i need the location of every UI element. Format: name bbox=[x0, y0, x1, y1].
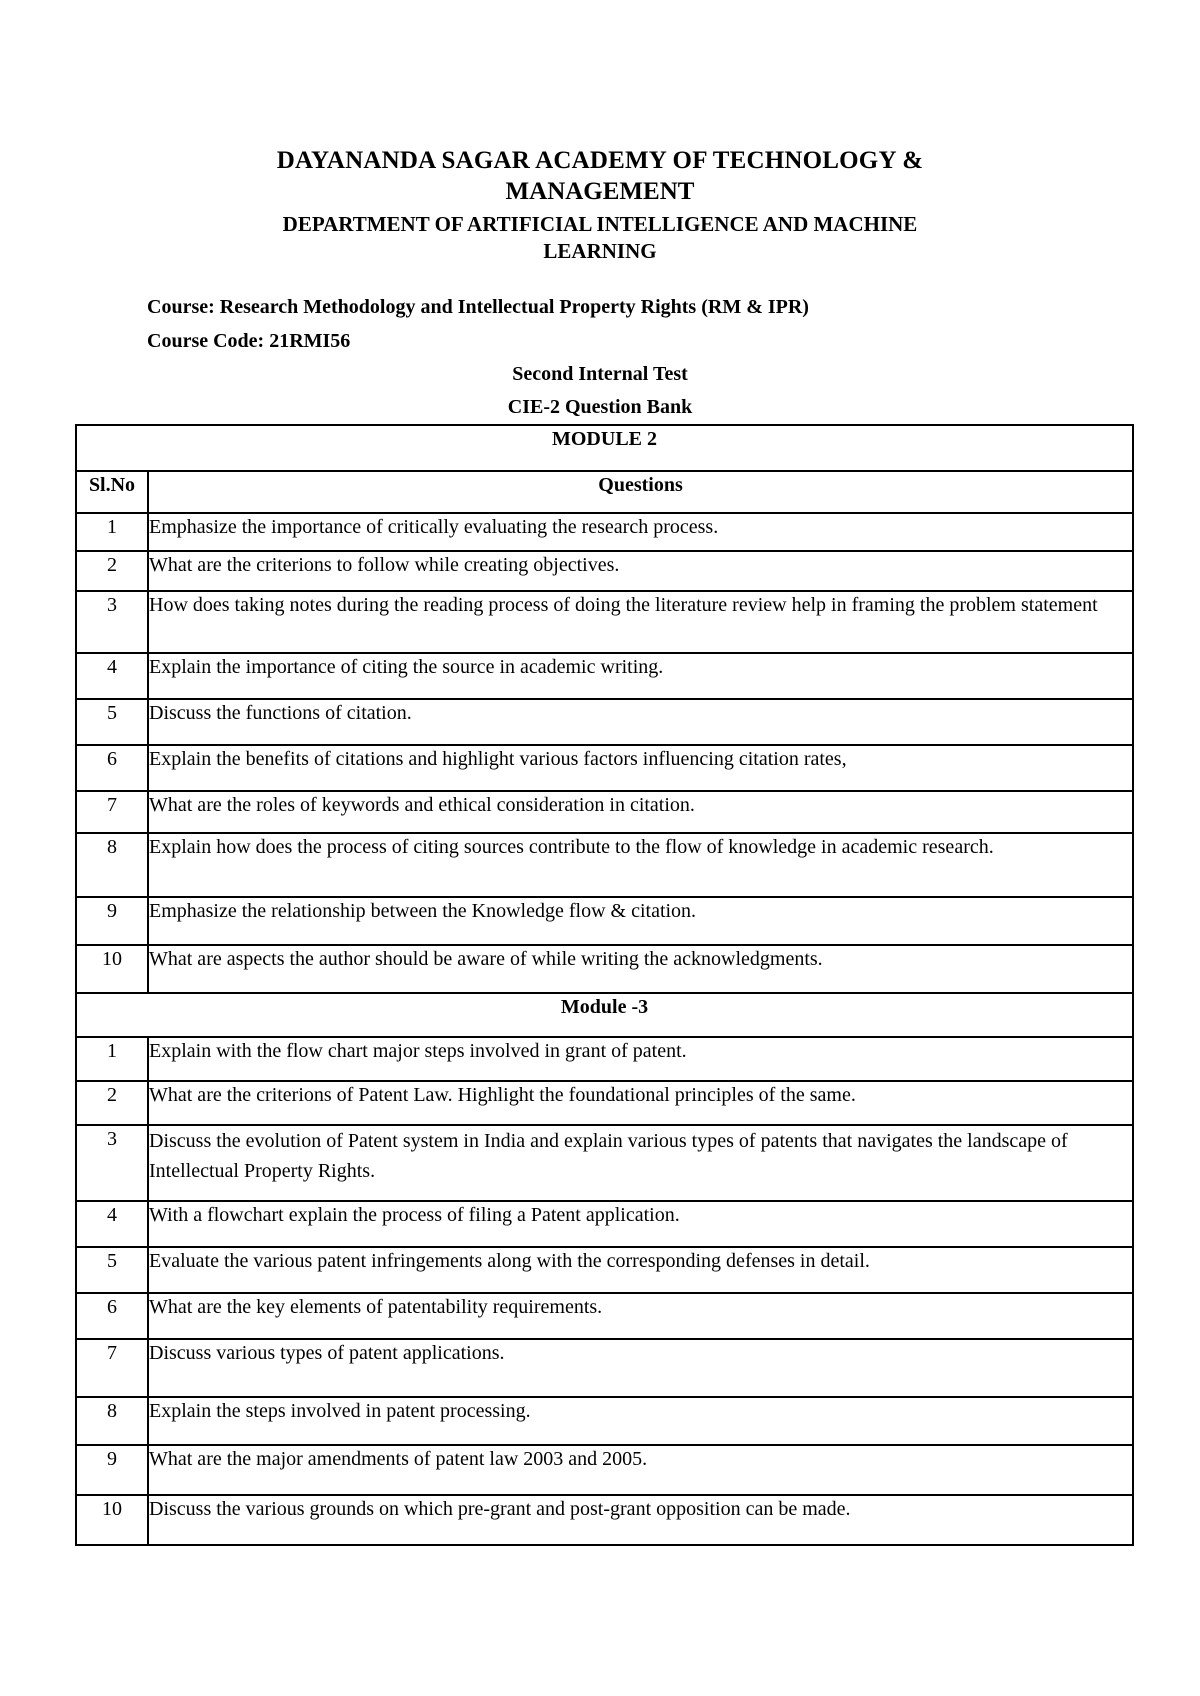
question-text: What are the criterions of Patent Law. Highlight the foundational principles of the same. bbox=[148, 1081, 1133, 1125]
question-text: With a flowchart explain the process of filing a Patent application. bbox=[148, 1201, 1133, 1247]
module-2-header-row bbox=[76, 425, 1133, 471]
question-number: 4 bbox=[76, 653, 148, 699]
question-number: 3 bbox=[76, 1125, 148, 1201]
question-number: 4 bbox=[76, 1201, 148, 1247]
table-row bbox=[76, 833, 1133, 897]
table-row bbox=[76, 1037, 1133, 1081]
table-row bbox=[76, 1125, 1133, 1201]
table-row bbox=[76, 1495, 1133, 1545]
table-row bbox=[76, 1247, 1133, 1293]
question-number: 9 bbox=[76, 897, 148, 945]
department-name-line2: LEARNING bbox=[543, 239, 657, 263]
table-row bbox=[76, 653, 1133, 699]
question-number: 7 bbox=[76, 791, 148, 833]
question-number: 7 bbox=[76, 1339, 148, 1397]
question-number: 9 bbox=[76, 1445, 148, 1495]
question-text: Discuss the evolution of Patent system in India and explain various types of patents that navigates the landscape of Intellectual Property Rights. bbox=[148, 1125, 1133, 1201]
table-row bbox=[76, 1201, 1133, 1247]
question-text: Evaluate the various patent infringements along with the corresponding defenses in detail. bbox=[148, 1247, 1133, 1293]
institution-name-line2: MANAGEMENT bbox=[505, 178, 695, 205]
question-number: 6 bbox=[76, 745, 148, 791]
table-row bbox=[76, 1445, 1133, 1495]
table-row bbox=[76, 897, 1133, 945]
table-row bbox=[76, 551, 1133, 591]
question-text: What are the criterions to follow while creating objectives. bbox=[148, 551, 1133, 591]
column-header-questions: Questions bbox=[148, 471, 1133, 513]
question-number: 1 bbox=[76, 513, 148, 551]
question-number: 3 bbox=[76, 591, 148, 653]
question-number: 1 bbox=[76, 1037, 148, 1081]
question-text: Explain the benefits of citations and highlight various factors influencing citation rates, bbox=[148, 745, 1133, 791]
question-number: 10 bbox=[76, 1495, 148, 1545]
question-number: 10 bbox=[76, 945, 148, 993]
question-text: Emphasize the relationship between the Knowledge flow & citation. bbox=[148, 897, 1133, 945]
table-row bbox=[76, 1293, 1133, 1339]
question-number: 8 bbox=[76, 1397, 148, 1445]
question-number: 5 bbox=[76, 1247, 148, 1293]
question-text: Emphasize the importance of critically evaluating the research process. bbox=[148, 513, 1133, 551]
column-header-slno: Sl.No bbox=[76, 471, 148, 513]
table-row bbox=[76, 1397, 1133, 1445]
table-row bbox=[76, 791, 1133, 833]
question-text: What are aspects the author should be aware of while writing the acknowledgments. bbox=[148, 945, 1133, 993]
question-bank-title: CIE-2 Question Bank bbox=[507, 396, 693, 418]
table-row bbox=[76, 945, 1133, 993]
table-row bbox=[76, 591, 1133, 653]
question-number: 5 bbox=[76, 699, 148, 745]
table-row bbox=[76, 745, 1133, 791]
module-title: Module -3 bbox=[76, 993, 1133, 1037]
course-code: Course Code: 21RMI56 bbox=[147, 330, 351, 352]
institution-name-line1: DAYANANDA SAGAR ACADEMY OF TECHNOLOGY & bbox=[276, 147, 924, 174]
question-number: 2 bbox=[76, 1081, 148, 1125]
table-row bbox=[76, 1081, 1133, 1125]
question-text: Explain with the flow chart major steps involved in grant of patent. bbox=[148, 1037, 1133, 1081]
table-row bbox=[76, 699, 1133, 745]
question-bank-table bbox=[75, 424, 1134, 1546]
question-number: 2 bbox=[76, 551, 148, 591]
course-title: Course: Research Methodology and Intellectual Property Rights (RM & IPR) bbox=[147, 296, 809, 318]
question-text: Explain the steps involved in patent processing. bbox=[148, 1397, 1133, 1445]
module-title: MODULE 2 bbox=[76, 425, 1133, 471]
module-3-header-row bbox=[76, 993, 1133, 1037]
question-text: What are the roles of keywords and ethical consideration in citation. bbox=[148, 791, 1133, 833]
table-row bbox=[76, 1339, 1133, 1397]
question-text: Explain how does the process of citing sources contribute to the flow of knowledge in academic research. bbox=[148, 833, 1133, 897]
table-row bbox=[76, 513, 1133, 551]
question-text: Discuss the various grounds on which pre-grant and post-grant opposition can be made. bbox=[148, 1495, 1133, 1545]
column-header-row bbox=[76, 471, 1133, 513]
question-number: 8 bbox=[76, 833, 148, 897]
question-number: 6 bbox=[76, 1293, 148, 1339]
question-text: Discuss various types of patent applications. bbox=[148, 1339, 1133, 1397]
department-name-line1: DEPARTMENT OF ARTIFICIAL INTELLIGENCE AND MACHINE bbox=[282, 212, 918, 236]
question-text: Discuss the functions of citation. bbox=[148, 699, 1133, 745]
question-text: What are the major amendments of patent law 2003 and 2005. bbox=[148, 1445, 1133, 1495]
question-text: What are the key elements of patentability requirements. bbox=[148, 1293, 1133, 1339]
question-text: Explain the importance of citing the source in academic writing. bbox=[148, 653, 1133, 699]
question-text: How does taking notes during the reading process of doing the literature review help in framing the problem statement bbox=[148, 591, 1133, 653]
test-name: Second Internal Test bbox=[512, 363, 688, 385]
